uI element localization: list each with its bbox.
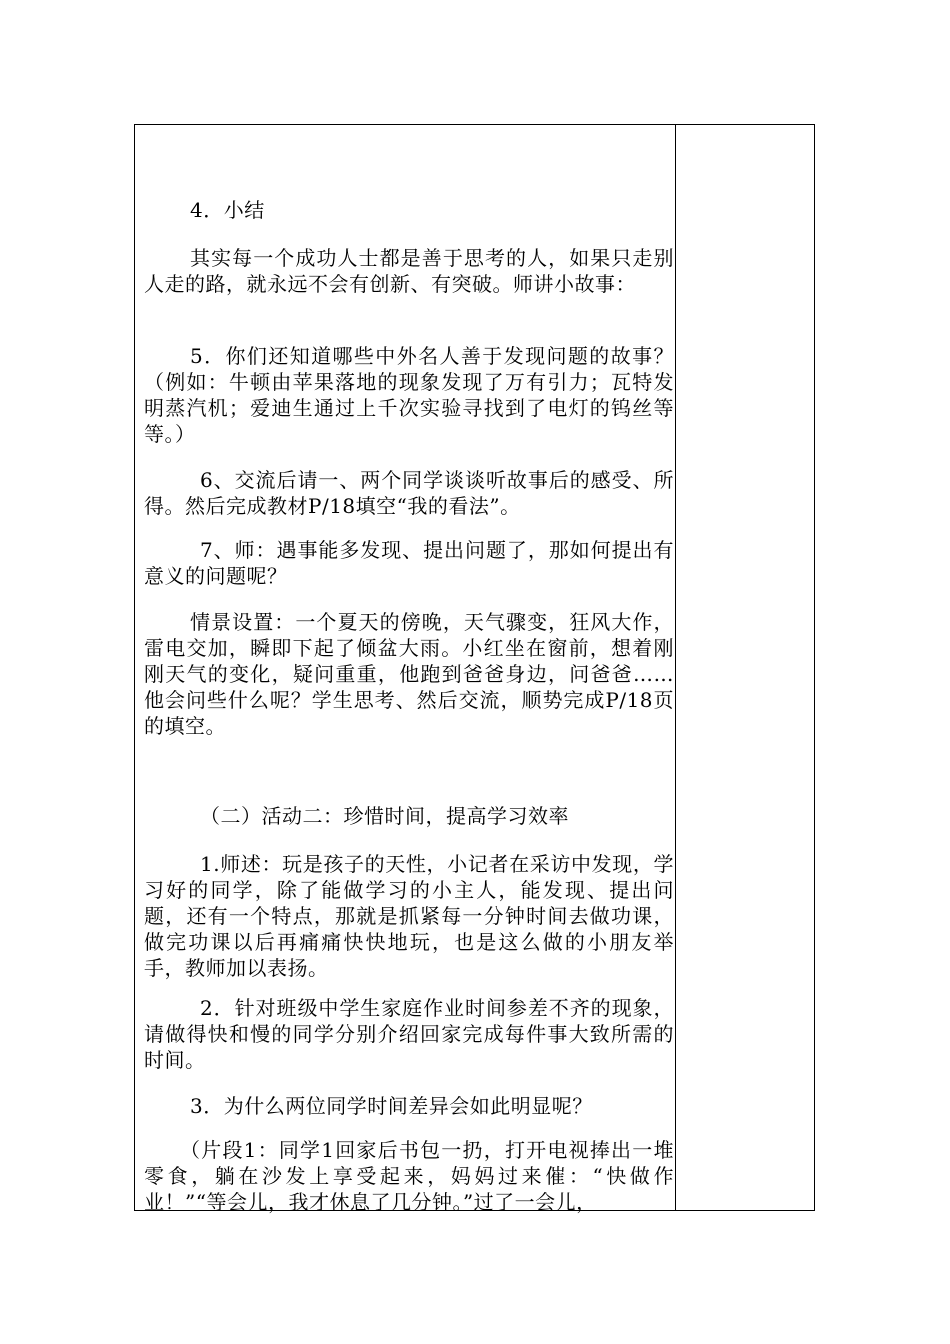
paragraph-famous-people: 5．你们还知道哪些中外名人善于发现问题的故事？（例如：牛顿由苹果落地的现象发现了万有引力；瓦特发明蒸汽机；爱迪生通过上千次实验寻找到了电灯的钨丝等等。） (144, 344, 674, 446)
paragraph-homework-time: 2．针对班级中学生家庭作业时间参差不齐的现象，请做得快和慢的同学分别介绍回家完成每件事大致所需的时间。 (144, 996, 674, 1072)
paragraph-scenario: 情景设置：一个夏天的傍晚，天气骤变，狂风大作，雷电交加，瞬即下起了倾盆大雨。小红坐在窗前，想着刚刚天气的变化，疑问重重，他跑到爸爸身边，问爸爸……他会问些什么呢？学生思考、然后交流，顺势完成P/18页的填空。 (144, 610, 674, 738)
paragraph-why-difference: 3．为什么两位同学时间差异会如此明显呢？ (190, 1094, 593, 1118)
paragraph-discussion: 6、交流后请一、两个同学谈谈听故事后的感受、所得。然后完成教材P/18填空“我的看法”。 (144, 468, 674, 518)
paragraph-scene-one: （片段1：同学1回家后书包一扔，打开电视捧出一堆零食，躺在沙发上享受起来，妈妈过来催：“快做作业！”“等会儿，我才休息了几分钟。”过了一会儿， (144, 1138, 674, 1214)
paragraph-meaningful-questions: 7、师：遇事能多发现、提出问题了，那如何提出有意义的问题呢？ (144, 538, 674, 588)
paragraph-teacher-narration: 1.师述：玩是孩子的天性，小记者在采访中发现，学习好的同学，除了能做学习的小主人，能发现、提出问题，还有一个特点，那就是抓紧每一分钟时间去做功课，做完功课以后再痛痛快快地玩，也是这么做的小朋友举手，教师加以表扬。 (144, 852, 674, 980)
lesson-plan-table (134, 124, 815, 1214)
paragraph-activity-two-heading: （二）活动二：珍惜时间，提高学习效率 (200, 804, 569, 828)
lesson-content-cell (135, 125, 676, 1214)
paragraph-summary-body: 其实每一个成功人士都是善于思考的人，如果只走别人走的路，就永远不会有创新、有突破。师讲小故事： (144, 246, 674, 296)
paragraph-summary-heading: 4．小结 (190, 198, 265, 222)
notes-cell (676, 125, 814, 1210)
